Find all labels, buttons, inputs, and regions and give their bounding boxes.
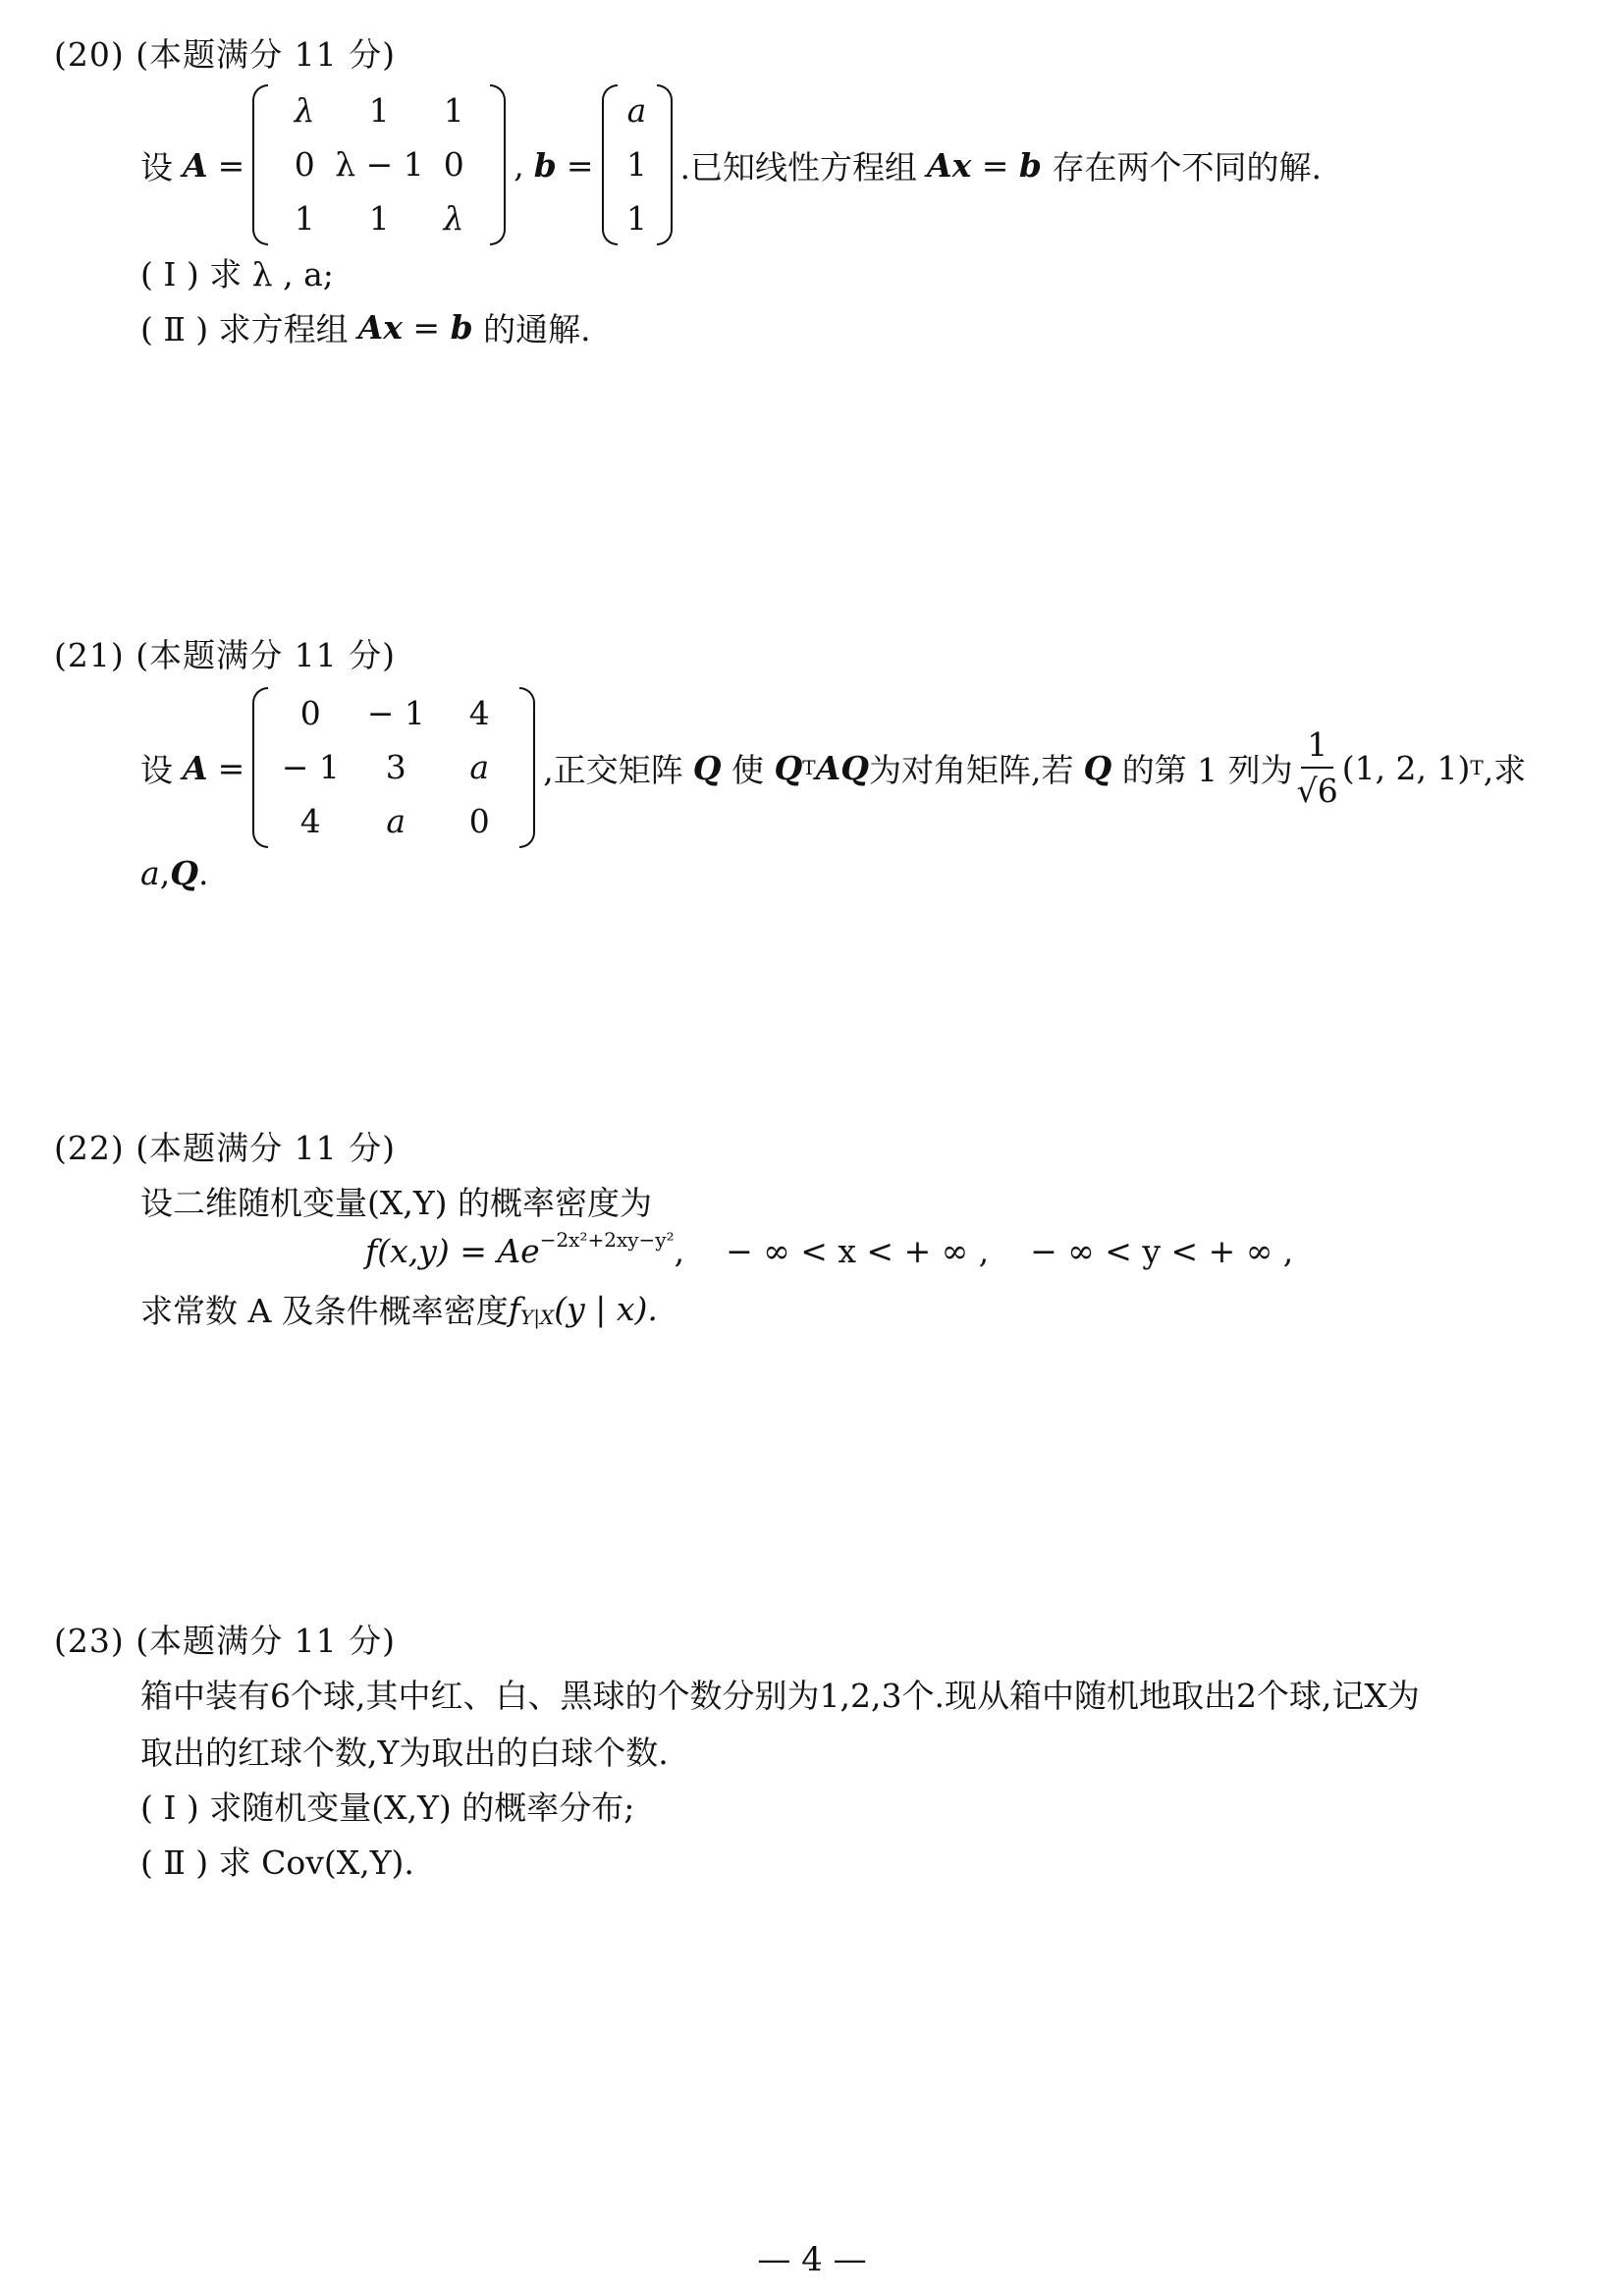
problem-22-heading: (22) (本题满分 11 分) bbox=[54, 1129, 396, 1167]
problem-23-part-2: ( Ⅱ ) 求 Cov(X,Y). bbox=[140, 1843, 414, 1882]
problem-20-part-1: ( Ⅰ ) 求 λ , a; bbox=[140, 255, 334, 294]
problem-22-line-3: 求常数 A 及条件概率密度 f $_{Y|X}$ (y | x). bbox=[140, 1290, 658, 1330]
problem-21-statement-cont: a , Q . bbox=[140, 854, 209, 892]
matrix-a-label: A bbox=[183, 748, 208, 787]
problem-22-density-formula: f(x,y) = Ae $^{-2x^2+2xy-y^2}$ , − ∞ < x < + ∞ , − ∞ < y < + ∞ , bbox=[365, 1227, 1294, 1270]
problem-20-heading: (20) (本题满分 11 分) bbox=[54, 35, 396, 74]
problem-20-statement: 设 A = λ 1 1 0 λ − 1 0 1 1 λ , b = a 1 1 .已知线性方程组 Ax = b 存在两个不同的解. bbox=[140, 84, 1322, 245]
matrix-a: λ 1 1 0 λ − 1 0 1 1 λ bbox=[252, 84, 506, 245]
page-number: — 4 — bbox=[757, 2240, 867, 2279]
problem-20-part-2: ( Ⅱ ) 求方程组 Ax = b 的通解. bbox=[140, 308, 591, 348]
problem-23-part-1: ( Ⅰ ) 求随机变量(X,Y) 的概率分布; bbox=[140, 1789, 635, 1827]
problem-21-statement: 设 A = 0 − 1 4 − 1 3 a 4 a 0 ,正交矩阵 Q 使 Q T AQ 为对角矩阵,若 Q 的第 1 列为 $\frac{1}{√6}$ (1, 2, 1) T ,求 bbox=[140, 687, 1526, 848]
problem-23-heading: (23) (本题满分 11 分) bbox=[54, 1622, 396, 1660]
matrix-a: 0 − 1 4 − 1 3 a 4 a 0 bbox=[252, 687, 535, 848]
vector-b-label: b bbox=[533, 145, 557, 185]
problem-22-line-1: 设二维随机变量(X,Y) 的概率密度为 bbox=[140, 1184, 653, 1222]
problem-23-line-1: 箱中装有6个球,其中红、白、黑球的个数分别为1,2,3个.现从箱中随机地取出2个球,记X为 bbox=[140, 1677, 1420, 1715]
problem-23-line-2: 取出的红球个数,Y为取出的白球个数. bbox=[140, 1734, 669, 1772]
fraction-one-over-root-six: $\frac{1}{√6}$ bbox=[1296, 725, 1338, 810]
matrix-a-label: A bbox=[183, 145, 208, 185]
vector-b: a 1 1 bbox=[602, 84, 673, 245]
problem-21-heading: (21) (本题满分 11 分) bbox=[54, 636, 396, 674]
